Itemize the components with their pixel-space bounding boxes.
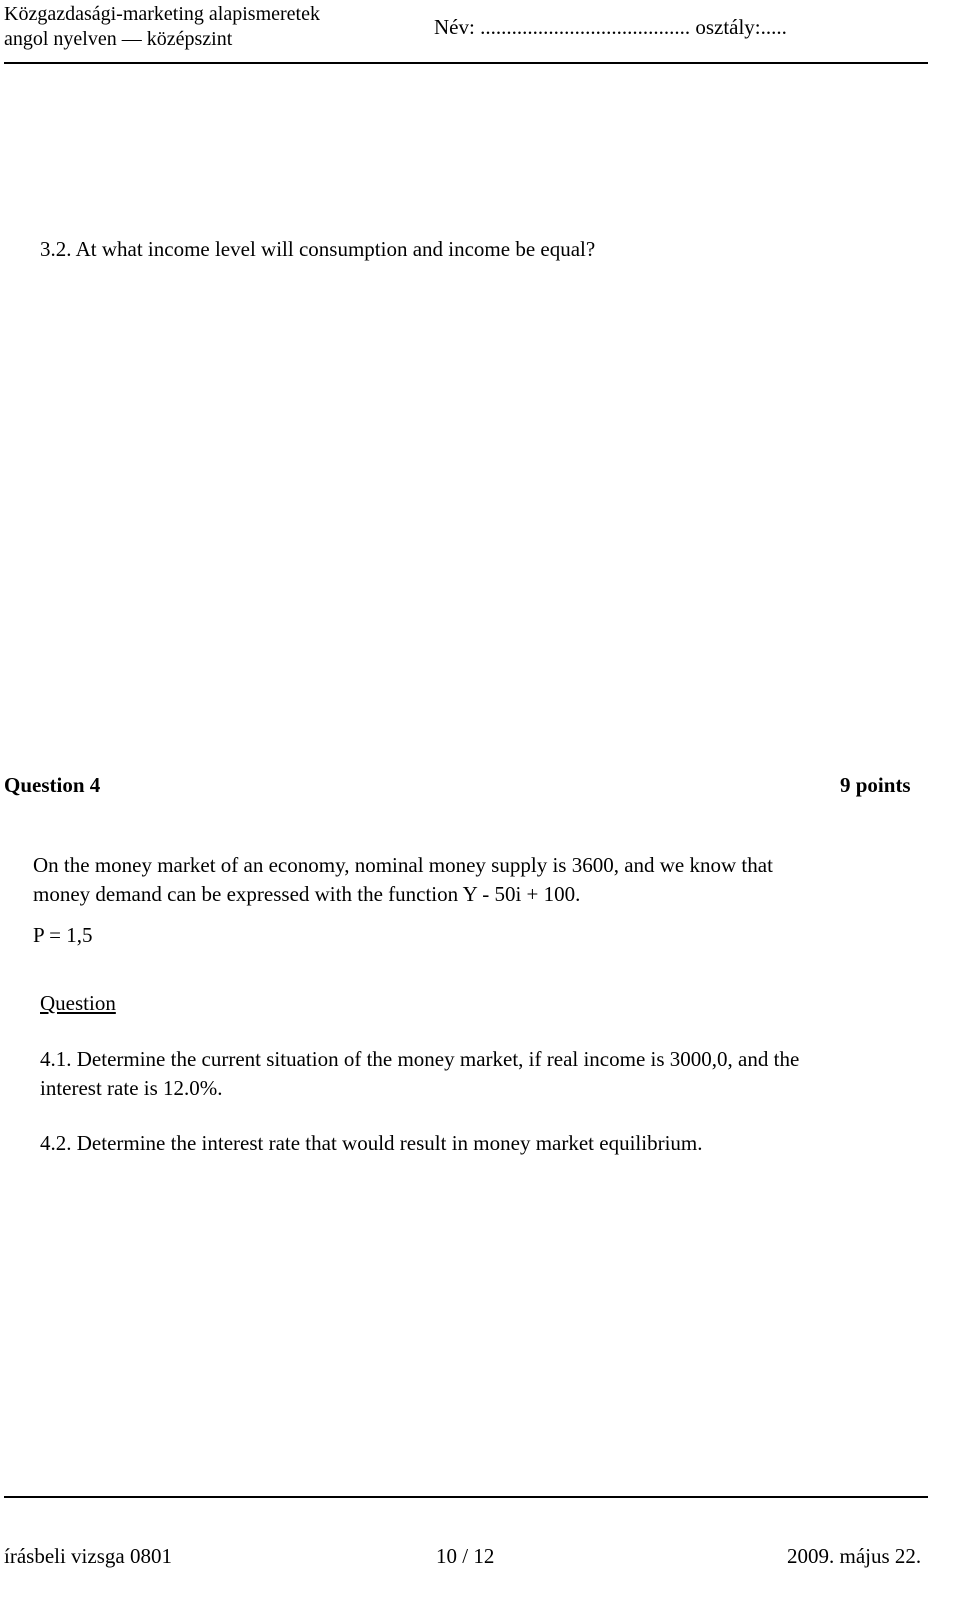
question-4-1-line2: interest rate is 12.0%. [40, 1076, 223, 1100]
name-class-field: Név: ........................................ osztály:..... [434, 15, 787, 39]
subject-level: angol nyelven — középszint [4, 28, 233, 50]
question-4-points: 9 points [840, 773, 911, 797]
question-4-title: Question 4 [4, 773, 101, 797]
exam-date: 2009. május 22. [787, 1544, 922, 1568]
question-3-2: 3.2. At what income level will consumption and income be equal? [40, 237, 596, 261]
page-number: 10 / 12 [436, 1544, 495, 1568]
price-level: P = 1,5 [33, 923, 93, 947]
header-rule [4, 62, 928, 64]
footer-rule [4, 1496, 928, 1498]
question-4-intro-line1: On the money market of an economy, nominal money supply is 3600, and we know that [33, 853, 773, 877]
question-4-intro-line2: money demand can be expressed with the function Y - 50i + 100. [33, 882, 581, 906]
subject-title: Közgazdasági-marketing alapismeretek [4, 3, 320, 25]
question-4-2: 4.2. Determine the interest rate that would result in money market equilibrium. [40, 1131, 703, 1155]
question-4-1-line1: 4.1. Determine the current situation of the money market, if real income is 3000,0, and the [40, 1047, 800, 1071]
exam-id: írásbeli vizsga 0801 [4, 1544, 172, 1568]
question-label: Question [40, 991, 116, 1015]
